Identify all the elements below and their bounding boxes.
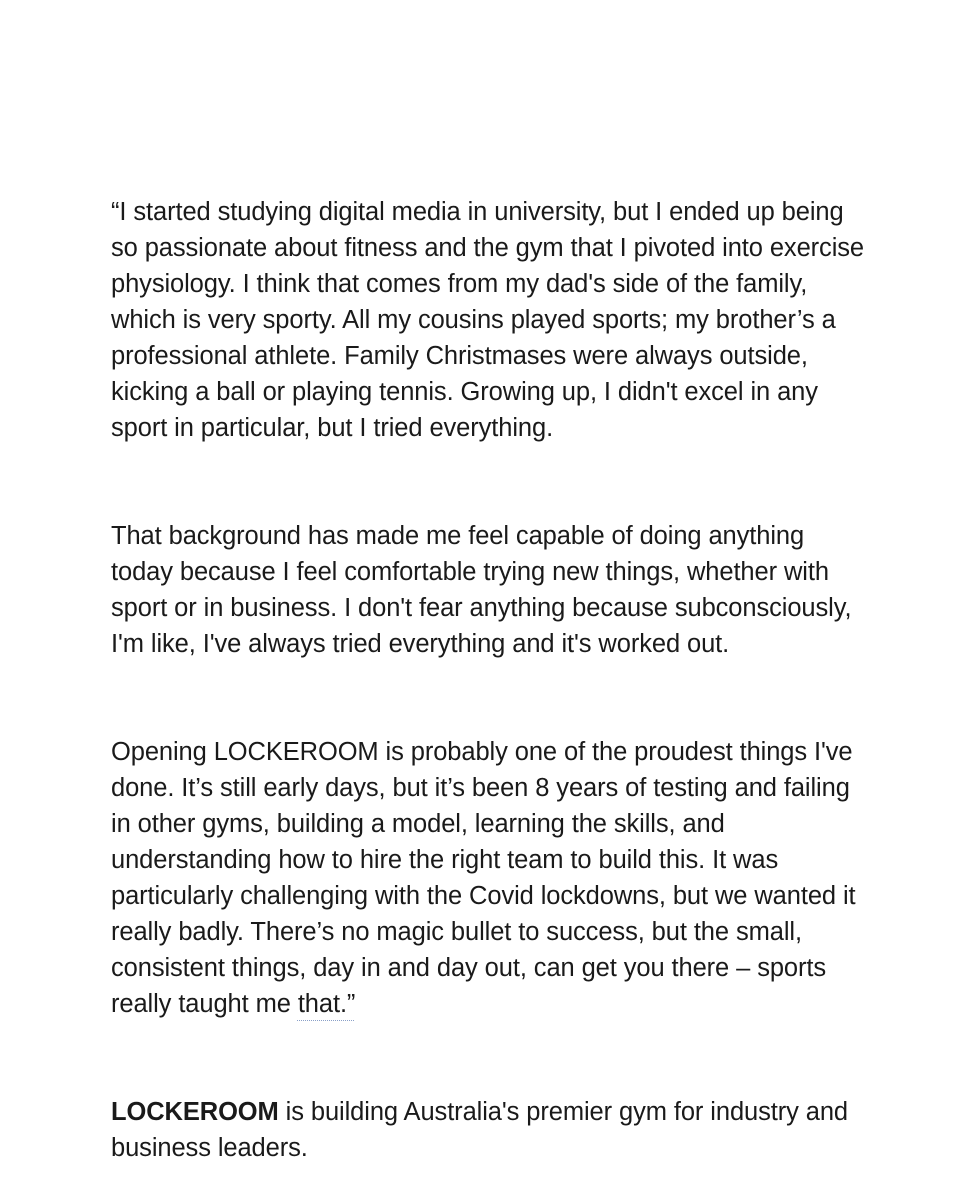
company-name: LOCKEROOM: [111, 1098, 279, 1126]
quote-paragraph-1: [111, 158, 871, 446]
quote-paragraph-3-text: Opening LOCKEROOM is probably one of the proudest things I've done. It’s still early days, but it’s been 8 years of testing and failing in other gyms, building a model, learning the skills, and understanding how to hire the right team to build this. It was particularly challenging with the Covid lockdowns, but we wanted it really badly. There’s no magic bullet to success, but the small, consistent things, day in and day out, can get you there – sports really taught me: [111, 738, 856, 1018]
company-description: [111, 1058, 871, 1166]
quote-paragraph-1-text: “I started studying digital media in university, but I ended up being so passionate about fitness and the gym that I pivoted into exercise physiology. I think that comes from my dad's side of the family, which is very sporty. All my cousins played sports; my brother’s a professional athlete. Family Christmases were always outside, kicking a ball or playing tennis. Growing up, I didn't excel in any sport in particular, but I tried everything.: [111, 198, 864, 442]
company-description-text: is building Australia's premier gym for industry and business leaders.: [111, 1098, 849, 1162]
quote-paragraph-3: [111, 698, 871, 1022]
article-text: [111, 158, 871, 1166]
quote-paragraph-2-text: That background has made me feel capable of doing anything today because I feel comfortable trying new things, whether with sport or in business. I don't fear anything because subconsciously, I'm like, I've always tried everything and it's worked out.: [111, 522, 852, 658]
quote-closing-word: that.”: [297, 990, 356, 1018]
quote-paragraph-2: [111, 482, 871, 662]
